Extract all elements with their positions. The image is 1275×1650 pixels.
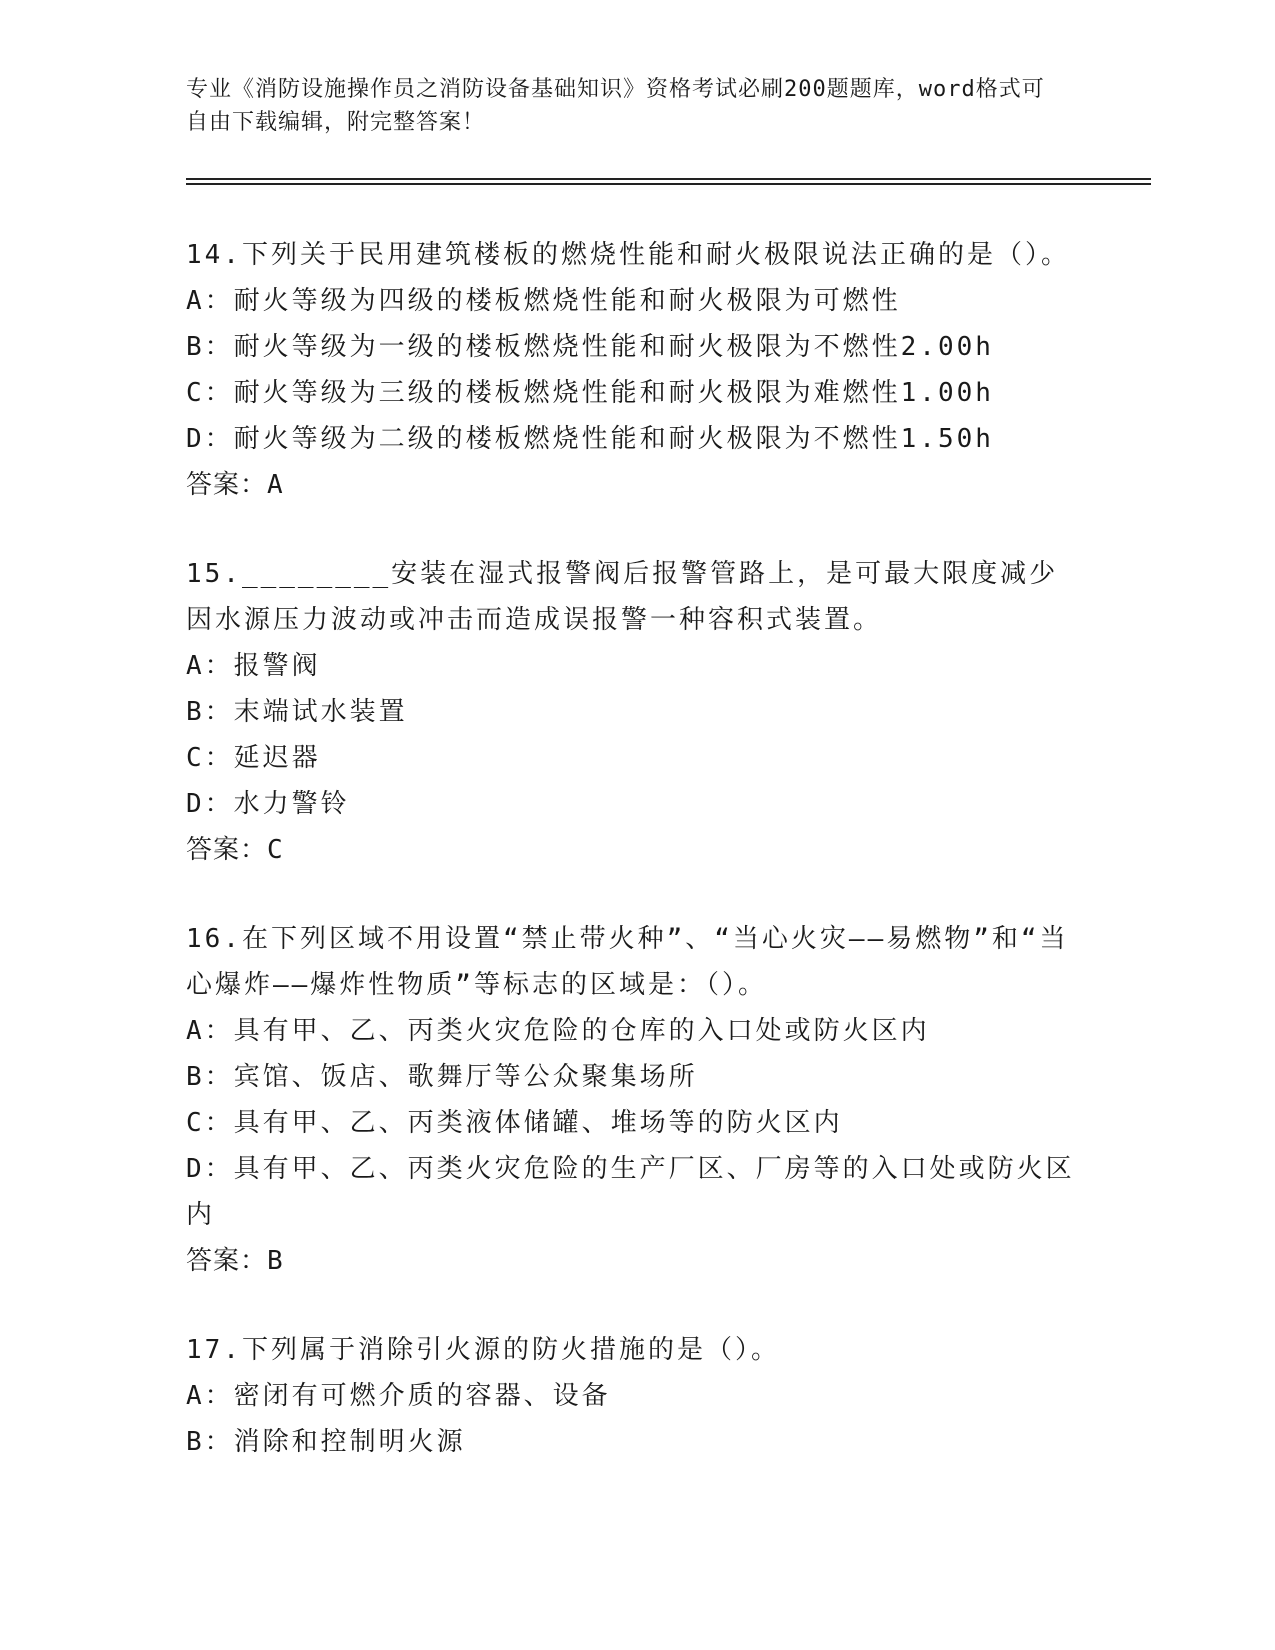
option-d: D：耐火等级为二级的楼板燃烧性能和耐火极限为不燃性1.50h xyxy=(186,424,994,454)
header-divider-bottom xyxy=(186,183,1151,185)
question-stem: 16.在下列区域不用设置“禁止带火种”、“当心火灾——易燃物”和“当心爆炸——爆炸性物质”等标志的区域是：（）。 xyxy=(186,924,1069,1000)
header-divider-top xyxy=(186,178,1151,180)
answer: 答案：C xyxy=(186,835,284,865)
question-15 xyxy=(186,551,1086,873)
question-14 xyxy=(186,232,1086,508)
option-d: D：水力警铃 xyxy=(186,789,350,819)
option-c: C：具有甲、乙、丙类液体储罐、堆场等的防火区内 xyxy=(186,1108,843,1138)
answer: 答案：A xyxy=(186,470,284,500)
option-d: D：具有甲、乙、丙类火灾危险的生产厂区、厂房等的入口处或防火区内 xyxy=(186,1154,1075,1230)
option-a: A：密闭有可燃介质的容器、设备 xyxy=(186,1381,611,1411)
option-b: B：消除和控制明火源 xyxy=(186,1427,466,1457)
option-a: A：报警阀 xyxy=(186,651,321,681)
option-c: C：耐火等级为三级的楼板燃烧性能和耐火极限为难燃性1.00h xyxy=(186,378,994,408)
option-a: A：具有甲、乙、丙类火灾危险的仓库的入口处或防火区内 xyxy=(186,1016,930,1046)
question-stem: 14.下列关于民用建筑楼板的燃烧性能和耐火极限说法正确的是（）。 xyxy=(186,240,1070,270)
document-header: 专业《消防设施操作员之消防设备基础知识》资格考试必刷200题题库，word格式可自由下载编辑，附完整答案！ xyxy=(186,77,1045,135)
question-stem: 15.________安装在湿式报警阀后报警管路上，是可最大限度减少因水源压力波动或冲击而造成误报警一种容积式装置。 xyxy=(186,559,1059,635)
question-stem: 17.下列属于消除引火源的防火措施的是（）。 xyxy=(186,1335,780,1365)
option-b: B：耐火等级为一级的楼板燃烧性能和耐火极限为不燃性2.00h xyxy=(186,332,994,362)
option-b: B：宾馆、饭店、歌舞厅等公众聚集场所 xyxy=(186,1062,698,1092)
option-b: B：末端试水装置 xyxy=(186,697,408,727)
question-17 xyxy=(186,1327,1086,1465)
question-list xyxy=(186,232,1086,1508)
question-16 xyxy=(186,916,1086,1284)
answer: 答案：B xyxy=(186,1246,284,1276)
option-a: A：耐火等级为四级的楼板燃烧性能和耐火极限为可燃性 xyxy=(186,286,901,316)
option-c: C：延迟器 xyxy=(186,743,321,773)
